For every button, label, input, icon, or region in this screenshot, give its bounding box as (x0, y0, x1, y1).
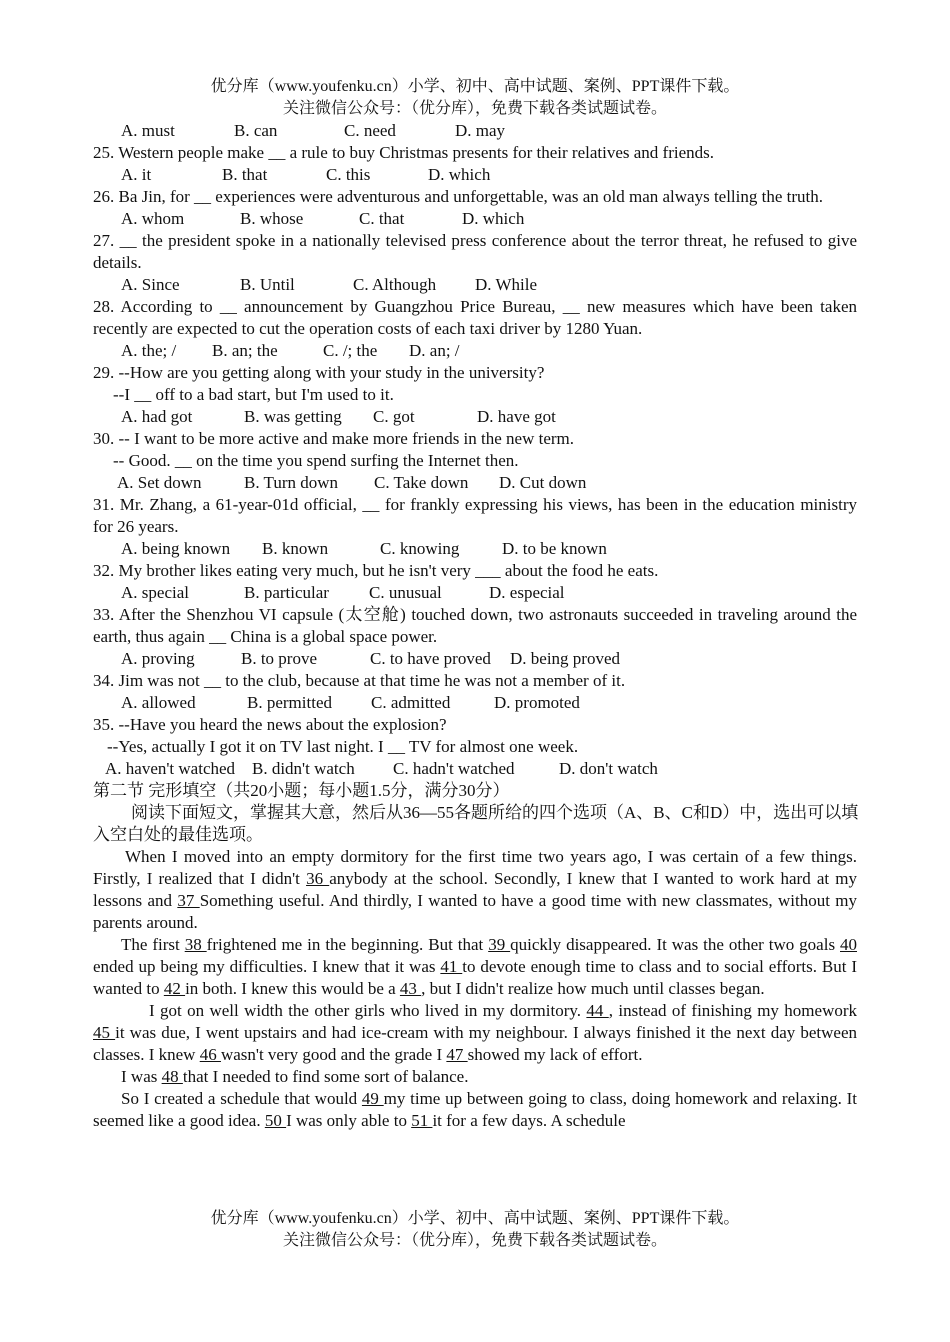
passage-text: quickly disappeared. It was the other two goals (510, 935, 841, 954)
option: A. Set down (117, 473, 202, 492)
passage-text: ended up being my difficulties. I knew that it was (93, 957, 441, 976)
blank-36: 36 (306, 869, 330, 888)
passage-text: , but I didn't realize how much until classes began. (421, 979, 765, 998)
option: B. known (262, 539, 329, 558)
section-2-title: 第二节 完形填空（共20小题；每小题1.5分，满分30分） (93, 781, 510, 800)
passage-text: I got on well width the other girls who lived in my dormitory. (149, 1001, 587, 1020)
q34-text: 34. Jim was not __ to the club, because at that time he was not a member of it. (93, 671, 626, 690)
passage-text: wasn't very good and the grade I (220, 1045, 447, 1064)
option: B. Turn down (244, 473, 339, 492)
option: B. didn't watch (252, 759, 355, 778)
passage-text: I was (121, 1067, 162, 1086)
q27-text: 27. __ the president spoke in a nationally televised press conference about the terror threat, he refused to give details. (93, 231, 857, 272)
option: C. admitted (371, 693, 451, 712)
blank-42: 42 (163, 979, 186, 998)
option: A. proving (121, 649, 195, 668)
blank-40: 40 (840, 935, 858, 954)
option: B. particular (244, 583, 329, 602)
q26-options (93, 208, 857, 230)
passage-text: it was due, I went upstairs and had ice-cream with my neighbour. I always finished it the next day between classes. I knew (93, 1023, 857, 1064)
q25-text: 25. Western people make __ a rule to buy Christmas presents for their relatives and friends. (93, 143, 715, 162)
option: B. permitted (247, 693, 332, 712)
passage-text: So I created a schedule that would (121, 1089, 362, 1108)
passage-text: my time up between going to class, doing homework and relaxing. It seemed like a good idea. (93, 1089, 858, 1130)
option: A. had got (121, 407, 193, 426)
footer (93, 1208, 857, 1252)
option: C. hadn't watched (393, 759, 515, 778)
passage-text: showed my lack of effort. (467, 1045, 643, 1064)
q28-text: 28. According to __ announcement by Guangzhou Price Bureau, __ new measures which have been taken recently are expected to cut the operation costs of each taxi driver by 1280 Yuan. (93, 297, 857, 338)
option: D. may (455, 121, 506, 140)
option: B. to prove (241, 649, 318, 668)
passage-text: I was only able to (286, 1111, 412, 1130)
q35-line-2: --Yes, actually I got it on TV last night. I __ TV for almost one week. (107, 737, 579, 756)
blank-45: 45 (93, 1023, 116, 1042)
option: C. /; the (323, 341, 378, 360)
option: C. unusual (369, 583, 442, 602)
option: B. can (234, 121, 278, 140)
option: D. which (462, 209, 525, 228)
q26-text: 26. Ba Jin, for __ experiences were adventurous and unforgettable, was an old man always telling the truth. (93, 187, 824, 206)
blank-37: 37 (177, 891, 200, 910)
blank-51: 51 (411, 1111, 433, 1130)
option: A. special (121, 583, 189, 602)
option: C. Take down (374, 473, 469, 492)
passage-paragraph-2 (93, 934, 857, 1000)
q29-line-1: 29. --How are you getting along with your study in the university? (93, 363, 545, 382)
q32-options (93, 582, 857, 604)
option: A. Since (121, 275, 180, 294)
option: D. being proved (510, 649, 621, 668)
q31-text: 31. Mr. Zhang, a 61-year-01d official, __ for frankly expressing his views, has been in the education ministry for 26 years. (93, 495, 857, 536)
header-line-2: 关注微信公众号：（优分库），免费下载各类试题试卷。 (282, 100, 667, 117)
option: A. being known (121, 539, 231, 558)
option: A. whom (121, 209, 185, 228)
passage-paragraph-3 (93, 1000, 857, 1066)
blank-47: 47 (446, 1045, 468, 1064)
option: B. whose (240, 209, 304, 228)
q30-options (93, 472, 857, 494)
blank-38: 38 (184, 935, 207, 954)
passage-text: in both. I knew this would be a (185, 979, 400, 998)
passage-text: Something useful. And thirdly, I wanted to have a good time with new classmates, without my parents around. (93, 891, 857, 932)
passage-paragraph-5 (93, 1088, 857, 1132)
option: A. must (121, 121, 175, 140)
q24-options (93, 120, 857, 142)
footer-line-1: 优分库（www.youfenku.cn）小学、初中、高中试题、案例、PPT课件下载。 (210, 1210, 740, 1227)
passage-paragraph-4 (93, 1066, 857, 1088)
passage-text: that I needed to find some sort of balance. (182, 1067, 469, 1086)
q29-options (93, 406, 857, 428)
footer-line-2: 关注微信公众号：（优分库），免费下载各类试题试卷。 (282, 1232, 667, 1249)
passage-paragraph-1 (93, 846, 857, 934)
passage-text: frightened me in the beginning. But that (206, 935, 489, 954)
option: C. need (344, 121, 396, 140)
q35-line-1: 35. --Have you heard the news about the explosion? (93, 715, 447, 734)
blank-41: 41 (440, 957, 463, 976)
option: A. allowed (121, 693, 196, 712)
option: C. Although (353, 275, 437, 294)
q25-options (93, 164, 857, 186)
blank-50: 50 (264, 1111, 287, 1130)
passage-text: , instead of finishing my homework (608, 1001, 858, 1020)
passage-text: The first (121, 935, 185, 954)
blank-43: 43 (399, 979, 422, 998)
q31-options (93, 538, 857, 560)
header-line-1: 优分库（www.youfenku.cn）小学、初中、高中试题、案例、PPT课件下载。 (210, 78, 740, 95)
q29-line-2: --I __ off to a bad start, but I'm used to it. (113, 385, 394, 404)
option: B. that (222, 165, 268, 184)
option: C. got (373, 407, 415, 426)
option: D. which (428, 165, 491, 184)
q35-options (93, 758, 857, 780)
q28-options (93, 340, 857, 362)
option: C. this (326, 165, 371, 184)
blank-49: 49 (361, 1089, 384, 1108)
option: D. Cut down (499, 473, 587, 492)
q30-line-2: -- Good. __ on the time you spend surfing the Internet then. (113, 451, 519, 470)
exam-page (93, 76, 857, 1132)
blank-46: 46 (199, 1045, 221, 1064)
blank-48: 48 (161, 1067, 183, 1086)
q34-options (93, 692, 857, 714)
option: D. don't watch (559, 759, 658, 778)
option: B. was getting (244, 407, 342, 426)
option: D. promoted (494, 693, 580, 712)
blank-39: 39 (488, 935, 511, 954)
option: C. that (359, 209, 405, 228)
q32-text: 32. My brother likes eating very much, but he isn't very ___ about the food he eats. (93, 561, 659, 580)
passage-text: anybody at the school. Secondly, I knew that I wanted to work hard at my lessons and (93, 869, 858, 910)
option: B. Until (240, 275, 295, 294)
option: D. an; / (409, 341, 460, 360)
passage-text: it for a few days. A schedule (432, 1111, 626, 1130)
option: C. knowing (380, 539, 460, 558)
option: D. especial (489, 583, 565, 602)
passage-text: When I moved into an empty dormitory for the first time two years ago, I was certain of a few things. Firstly, I realized that I didn't (93, 847, 857, 888)
q33-options (93, 648, 857, 670)
q30-line-1: 30. -- I want to be more active and make more friends in the new term. (93, 429, 575, 448)
q33-text: 33. After the Shenzhou VI capsule (太空舱) touched down, two astronauts succeeded in traveling around the earth, thus again __ China is a global space power. (93, 605, 857, 646)
option: A. haven't watched (105, 759, 236, 778)
passage-text: to devote enough time to class and to social efforts. But I wanted to (93, 957, 858, 998)
option: B. an; the (212, 341, 278, 360)
section-2-instruction: 阅读下面短文，掌握其大意，然后从36—55各题所给的四个选项（A、B、C和D）中，选出可以填入空白处的最佳选项。 (93, 803, 859, 844)
option: C. to have proved (370, 649, 491, 668)
option: A. it (121, 165, 152, 184)
option: D. have got (477, 407, 556, 426)
q27-options (93, 274, 857, 296)
option: D. While (475, 275, 538, 294)
blank-44: 44 (586, 1001, 609, 1020)
option: D. to be known (502, 539, 607, 558)
option: A. the; / (121, 341, 177, 360)
